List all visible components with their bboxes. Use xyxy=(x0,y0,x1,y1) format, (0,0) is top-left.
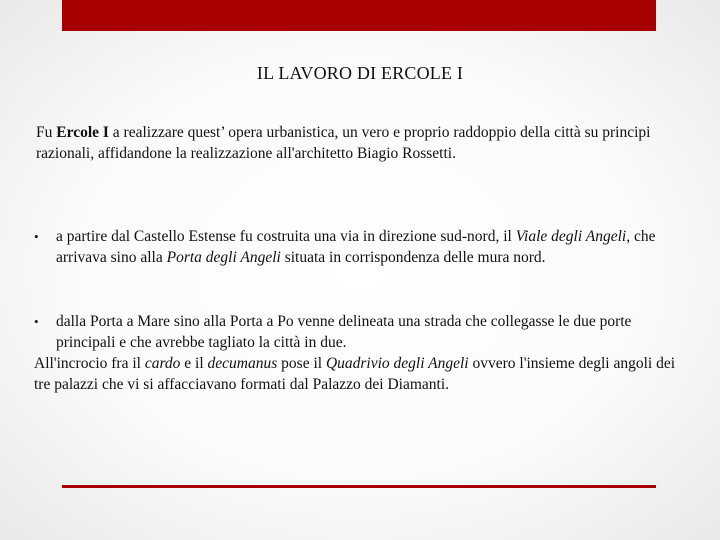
bottom-accent-rule xyxy=(62,485,656,488)
tail-text-part: ovvero l'insieme degli angoli dei tre palazzi che vi si affacciavano formati dal Palazzo dei Diamanti. xyxy=(34,355,676,393)
quadrivio-name: Quadrivio degli Angeli xyxy=(325,355,469,372)
quadrivio-paragraph xyxy=(34,353,694,395)
tail-text-part: All'incrocio fra il xyxy=(34,355,145,372)
bullet-item-viale xyxy=(34,226,674,268)
bullet-text-part: a partire dal Castello Estense fu costruita una via in direzione sud-nord, il xyxy=(56,228,516,245)
slide-title: IL LAVORO DI ERCOLE I xyxy=(256,63,464,83)
bullet-text xyxy=(34,226,674,268)
intro-name: Ercole I xyxy=(56,124,109,141)
tail-text-part: pose il xyxy=(277,355,326,372)
intro-paragraph xyxy=(36,122,696,164)
top-accent-bar xyxy=(62,0,656,31)
bullet-text-part: situata in corrispondenza delle mura nord. xyxy=(280,249,546,266)
cardo-term: cardo xyxy=(144,355,181,372)
tail-text-part: e il xyxy=(180,355,208,372)
intro-rest: a realizzare quest’ opera urbanistica, un vero e proprio raddoppio della città su principi razionali, affidandone la realizzazione all'architetto Biagio Rossetti. xyxy=(36,124,651,162)
bullet-text: dalla Porta a Mare sino alla Porta a Po venne delineata una strada che collegasse le due porte principali e che avrebbe tagliato la città in due. xyxy=(56,313,632,351)
bullet-item-porte xyxy=(34,311,674,353)
porta-name: Porta degli Angeli xyxy=(166,249,281,266)
bullet-text-part: , che arrivava sino alla xyxy=(56,228,656,266)
bullet-marker: • xyxy=(34,229,39,244)
decumanus-term: decumanus xyxy=(207,355,278,372)
intro-lead: Fu xyxy=(36,124,57,141)
bullet-marker: • xyxy=(34,314,39,329)
viale-name: Viale degli Angeli xyxy=(515,228,627,245)
